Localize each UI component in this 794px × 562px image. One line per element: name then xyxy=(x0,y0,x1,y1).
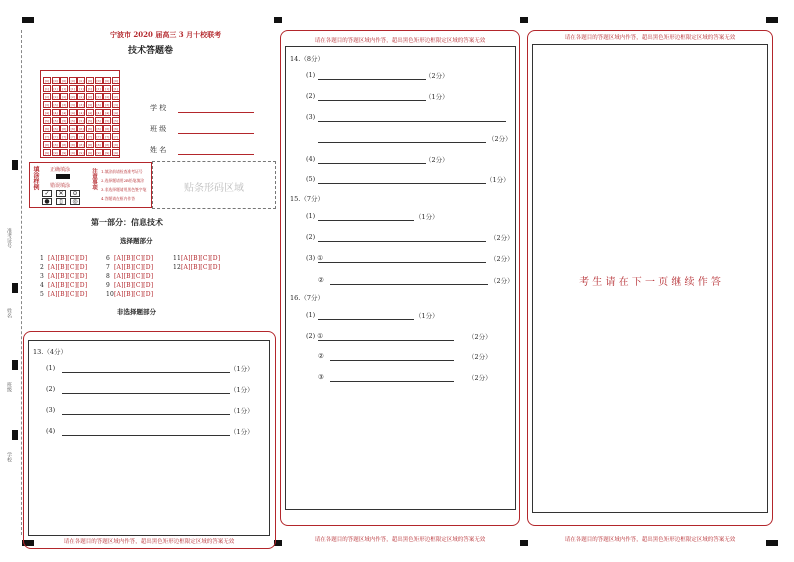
q16-item-label: (1) xyxy=(306,311,316,319)
digit-bubble[interactable]: [8] xyxy=(87,143,93,147)
digit-bubble[interactable]: [0] xyxy=(79,79,84,83)
digit-bubble[interactable]: [4] xyxy=(44,111,50,115)
digit-bubble[interactable]: [1] xyxy=(53,87,58,91)
choice-number: 2 xyxy=(40,264,45,271)
digit-bubble[interactable]: [0] xyxy=(44,79,50,83)
choice-options[interactable]: [A][B][C][D] xyxy=(48,273,88,280)
digit-bubble[interactable]: [9] xyxy=(44,151,50,155)
choice-options[interactable]: [A][B][C][D] xyxy=(114,291,154,298)
digit-bubble[interactable]: [3] xyxy=(70,103,75,107)
digit-bubble[interactable]: [8] xyxy=(105,143,110,147)
choice-options[interactable]: [A][B][C][D] xyxy=(114,264,154,271)
choice-number: 10 xyxy=(106,291,115,298)
digit-bubble[interactable]: [6] xyxy=(96,127,101,131)
name-input[interactable] xyxy=(178,154,254,155)
timing-mark xyxy=(12,430,18,440)
digit-bubble[interactable]: [6] xyxy=(53,127,58,131)
digit-bubble[interactable]: [0] xyxy=(62,79,67,83)
digit-bubble[interactable]: [9] xyxy=(79,151,84,155)
note-line: 1.填涂前请检查准考证号 xyxy=(101,169,143,174)
q14-item-label: (1) xyxy=(306,71,316,79)
q13-item-label: (2) xyxy=(46,385,56,393)
digit-bubble[interactable]: [9] xyxy=(105,151,110,155)
digit-bubble[interactable]: [0] xyxy=(70,79,75,83)
notes-title: 注意事项 xyxy=(91,168,97,190)
q15-item-label: (3) ① xyxy=(306,254,324,262)
digit-bubble[interactable]: [6] xyxy=(70,127,75,131)
digit-bubble[interactable]: [4] xyxy=(79,111,84,115)
choice-options[interactable]: [A][B][C][D] xyxy=(181,255,221,262)
digit-bubble[interactable]: [3] xyxy=(113,103,118,107)
digit-bubble[interactable]: [5] xyxy=(70,119,75,123)
digit-bubble[interactable]: [8] xyxy=(44,143,50,147)
choice-number: 7 xyxy=(106,264,111,271)
digit-bubble[interactable]: [1] xyxy=(79,87,84,91)
digit-bubble[interactable]: [7] xyxy=(44,135,50,139)
digit-bubble[interactable]: [1] xyxy=(70,87,75,91)
timing-mark xyxy=(22,17,34,23)
digit-bubble[interactable]: [2] xyxy=(113,95,118,99)
digit-bubble[interactable]: [1] xyxy=(113,87,118,91)
fill-guide-title: 填涂样例 xyxy=(32,166,39,190)
digit-bubble[interactable]: [8] xyxy=(113,143,118,147)
digit-bubble[interactable]: [1] xyxy=(96,87,101,91)
digit-bubble[interactable]: [5] xyxy=(113,119,118,123)
choice-number: 12 xyxy=(173,264,182,271)
digit-bubble[interactable]: [7] xyxy=(53,135,58,139)
q15-title: 15.（7分） xyxy=(290,195,324,203)
q15-item-label: ② xyxy=(318,276,324,284)
digit-bubble[interactable]: [2] xyxy=(79,95,84,99)
digit-bubble[interactable]: [9] xyxy=(53,151,58,155)
exam-title: 宁波市 2020 届高三 3 月十校联考 xyxy=(110,30,222,39)
margin-label: 学校 xyxy=(6,452,12,462)
q16-item-line[interactable] xyxy=(330,381,454,382)
digit-bubble[interactable]: [7] xyxy=(70,135,75,139)
admission-number-grid[interactable] xyxy=(40,70,120,158)
digit-bubble[interactable]: [1] xyxy=(44,87,50,91)
q14-item-line[interactable] xyxy=(318,79,426,80)
digit-bubble[interactable]: [9] xyxy=(62,151,67,155)
choice-number: 3 xyxy=(40,273,45,280)
digit-bubble[interactable]: [9] xyxy=(96,151,101,155)
digit-bubble[interactable]: [0] xyxy=(105,79,110,83)
choice-item[interactable] xyxy=(40,273,87,280)
digit-bubble[interactable]: [9] xyxy=(87,151,93,155)
note-line: 2.选择题请用2B铅笔填涂 xyxy=(101,178,144,183)
q16-item-label: ③ xyxy=(318,373,324,381)
warning-text: 请在各题目的答题区域内作答，超出黑色矩形边框限定区域的答案无效 xyxy=(564,537,736,543)
digit-bubble[interactable]: [2] xyxy=(96,95,101,99)
q16-item-line[interactable] xyxy=(318,340,454,341)
choice-section-title: 选择题部分 xyxy=(120,237,153,245)
timing-mark xyxy=(12,283,18,293)
name-label: 姓 名 xyxy=(150,146,167,154)
digit-bubble[interactable]: [2] xyxy=(105,95,110,99)
digit-bubble[interactable]: [0] xyxy=(53,79,58,83)
section1-title: 第一部分：信息技术 xyxy=(91,217,163,227)
digit-bubble[interactable]: [8] xyxy=(70,143,75,147)
choice-item[interactable] xyxy=(106,291,153,298)
timing-mark xyxy=(12,360,18,370)
barcode-placeholder: 贴条形码区域 xyxy=(184,183,244,194)
q14-item-label: (4) xyxy=(306,155,316,163)
correct-fill-label: 正确填涂 xyxy=(50,167,71,173)
wrong-fill-label: 错误填涂 xyxy=(50,183,71,189)
digit-bubble[interactable]: [5] xyxy=(105,119,110,123)
digit-bubble[interactable]: [6] xyxy=(87,127,93,131)
digit-bubble[interactable]: [7] xyxy=(105,135,110,139)
barcode-area[interactable] xyxy=(152,161,276,209)
digit-bubble[interactable]: [6] xyxy=(44,127,50,131)
choice-item[interactable] xyxy=(106,264,153,271)
digit-bubble[interactable]: [2] xyxy=(53,95,58,99)
digit-bubble[interactable]: [7] xyxy=(62,135,67,139)
q16-item-line[interactable] xyxy=(318,319,414,320)
q13-item-score: （1分） xyxy=(230,428,254,436)
choice-item[interactable] xyxy=(40,291,87,298)
digit-bubble[interactable]: [3] xyxy=(62,103,67,107)
q14-item-line[interactable] xyxy=(318,183,486,184)
digit-bubble[interactable]: [3] xyxy=(96,103,101,107)
class-label: 班 级 xyxy=(150,125,167,133)
choice-options[interactable]: [A][B][C][D] xyxy=(114,255,154,262)
choice-number: 9 xyxy=(106,282,111,289)
digit-bubble[interactable]: [8] xyxy=(62,143,67,147)
digit-bubble[interactable]: [4] xyxy=(87,111,93,115)
warning-text: 请在各题目的答题区域内作答，超出黑色矩形边框限定区域的答案无效 xyxy=(314,537,486,543)
q15-item-line[interactable] xyxy=(318,220,414,221)
digit-bubble[interactable]: [9] xyxy=(113,151,118,155)
digit-bubble[interactable]: [2] xyxy=(87,95,93,99)
choice-item[interactable] xyxy=(106,282,153,289)
fill-guide xyxy=(29,162,152,208)
choice-options[interactable]: [A][B][C][D] xyxy=(48,264,88,271)
digit-bubble[interactable]: [4] xyxy=(70,111,75,115)
choice-options[interactable]: [A][B][C][D] xyxy=(48,291,88,298)
digit-bubble[interactable]: [5] xyxy=(79,119,84,123)
choice-options[interactable]: [A][B][C][D] xyxy=(48,282,88,289)
choice-item[interactable] xyxy=(40,264,87,271)
digit-bubble[interactable]: [6] xyxy=(105,127,110,131)
q14-item-score: （1分） xyxy=(425,93,449,101)
digit-bubble[interactable]: [2] xyxy=(70,95,75,99)
digit-bubble[interactable]: [5] xyxy=(87,119,93,123)
choice-options[interactable]: [A][B][C][D] xyxy=(48,255,88,262)
class-input[interactable] xyxy=(178,133,254,134)
q15-item-score: （2分） xyxy=(490,255,514,263)
choice-number: 1 xyxy=(40,255,45,262)
q15-item-line[interactable] xyxy=(330,284,488,285)
q13-answer-line[interactable] xyxy=(62,393,230,394)
q15-item-label: (2) xyxy=(306,233,316,241)
digit-bubble[interactable]: [4] xyxy=(105,111,110,115)
digit-bubble[interactable]: [5] xyxy=(62,119,67,123)
q14-item-label: (3) xyxy=(306,113,316,121)
q14-item-label: (5) xyxy=(306,175,316,183)
digit-bubble[interactable]: [2] xyxy=(62,95,67,99)
continue-notice: 考 生 请 在 下 一 页 继 续 作 答 xyxy=(579,277,721,288)
nonchoice-section-title: 非选择题部分 xyxy=(117,308,156,316)
margin-label: 准考证号 xyxy=(6,228,12,248)
digit-bubble[interactable]: [4] xyxy=(113,111,118,115)
timing-mark xyxy=(12,160,18,170)
digit-bubble[interactable]: [1] xyxy=(105,87,110,91)
q13-item-label: (4) xyxy=(46,427,56,435)
timing-mark xyxy=(274,17,282,23)
timing-mark xyxy=(520,17,528,23)
digit-bubble[interactable]: [5] xyxy=(96,119,101,123)
warning-text: 请在各题目的答题区域内作答，超出黑色矩形边框限定区域的答案无效 xyxy=(314,38,486,44)
q15-item-label: (1) xyxy=(306,212,316,220)
choice-number: 11 xyxy=(173,255,182,262)
q14-item-score: （2分） xyxy=(425,156,449,164)
digit-bubble[interactable]: [7] xyxy=(96,135,101,139)
warning-text: 请在各题目的答题区域内作答，超出黑色矩形边框限定区域的答案无效 xyxy=(564,35,736,41)
margin-label: 班级 xyxy=(6,382,12,392)
q13-item-score: （1分） xyxy=(230,407,254,415)
digit-bubble[interactable]: [3] xyxy=(53,103,58,107)
q15-item-score: （1分） xyxy=(415,213,439,221)
note-line: 3.非选择题请用黑色签字笔 xyxy=(101,187,147,192)
choice-item[interactable] xyxy=(173,264,220,271)
choice-number: 4 xyxy=(40,282,45,289)
digit-bubble[interactable]: [3] xyxy=(87,103,93,107)
digit-bubble[interactable]: [4] xyxy=(53,111,58,115)
q14-item-score: （2分） xyxy=(425,72,449,80)
q14-item-line[interactable] xyxy=(318,163,426,164)
digit-bubble[interactable]: [7] xyxy=(87,135,93,139)
choice-item[interactable] xyxy=(173,255,220,262)
warning-text: 请在各题目的答题区域内作答，超出黑色矩形边框限定区域的答案无效 xyxy=(63,539,235,545)
digit-bubble[interactable]: [5] xyxy=(53,119,58,123)
q16-item-score: （2分） xyxy=(468,333,492,341)
school-input[interactable] xyxy=(178,112,254,113)
choice-item[interactable] xyxy=(106,255,153,262)
paper-title: 技术答题卷 xyxy=(128,46,174,56)
digit-bubble[interactable]: [1] xyxy=(87,87,93,91)
digit-bubble[interactable]: [7] xyxy=(113,135,118,139)
choice-number: 6 xyxy=(106,255,111,262)
digit-bubble[interactable]: [3] xyxy=(44,103,50,107)
digit-bubble[interactable]: [8] xyxy=(53,143,58,147)
digit-bubble[interactable]: [0] xyxy=(96,79,101,83)
choice-options[interactable]: [A][B][C][D] xyxy=(114,273,154,280)
binding-line xyxy=(21,30,22,535)
q14-item-score: （1分） xyxy=(486,176,510,184)
q14-item-line[interactable] xyxy=(318,121,506,122)
q14-title: 14.（8分） xyxy=(290,55,324,63)
choice-item[interactable] xyxy=(40,255,87,262)
q14-item-score: （2分） xyxy=(488,135,512,143)
q16-item-label: ② xyxy=(318,352,324,360)
note-line: 4.答题请在框内作答 xyxy=(101,196,135,201)
digit-bubble[interactable]: [0] xyxy=(113,79,118,83)
choice-number: 8 xyxy=(106,273,111,280)
digit-bubble[interactable]: [5] xyxy=(44,119,50,123)
q14-item-label: (2) xyxy=(306,92,316,100)
digit-bubble[interactable]: [6] xyxy=(79,127,84,131)
q16-item-score: （1分） xyxy=(415,312,439,320)
q13-title: 13.（4分） xyxy=(33,348,67,356)
choice-options[interactable]: [A][B][C][D] xyxy=(181,264,221,271)
choice-item[interactable] xyxy=(106,273,153,280)
q13-answer-line[interactable] xyxy=(62,372,230,373)
q13-item-score: （1分） xyxy=(230,365,254,373)
school-label: 学 校 xyxy=(150,104,167,112)
q14-item-line[interactable] xyxy=(318,142,486,143)
digit-bubble[interactable]: [3] xyxy=(79,103,84,107)
digit-bubble[interactable]: [6] xyxy=(62,127,67,131)
q13-item-score: （1分） xyxy=(230,386,254,394)
digit-bubble[interactable]: [3] xyxy=(105,103,110,107)
digit-bubble[interactable]: [6] xyxy=(113,127,118,131)
digit-bubble[interactable]: [2] xyxy=(44,95,50,99)
q16-item-label: (2) ① xyxy=(306,332,324,340)
wrong-fill-samples: ✓ ✕ ⊙ ● ▯ ◎ xyxy=(42,190,88,206)
choice-number: 5 xyxy=(40,291,45,298)
digit-bubble[interactable]: [4] xyxy=(62,111,67,115)
q15-item-line[interactable] xyxy=(318,262,486,263)
q16-item-score: （2分） xyxy=(468,353,492,361)
q15-item-line[interactable] xyxy=(318,241,486,242)
q14-item-line[interactable] xyxy=(318,100,426,101)
notes-list xyxy=(101,167,151,203)
q13-answer-line[interactable] xyxy=(62,414,230,415)
digit-bubble[interactable]: [7] xyxy=(79,135,84,139)
q16-item-score: （2分） xyxy=(468,374,492,382)
q15-item-score: （2分） xyxy=(490,277,514,285)
digit-bubble[interactable]: [8] xyxy=(96,143,101,147)
choice-options[interactable]: [A][B][C][D] xyxy=(114,282,154,289)
q15-item-score: （2分） xyxy=(490,234,514,242)
digit-bubble[interactable]: [0] xyxy=(87,79,93,83)
q13-item-label: (3) xyxy=(46,406,56,414)
q16-title: 16.（7分） xyxy=(290,294,324,302)
q16-item-line[interactable] xyxy=(330,360,454,361)
q13-item-label: (1) xyxy=(46,364,56,372)
margin-label: 姓名 xyxy=(6,308,12,318)
digit-bubble[interactable]: [9] xyxy=(70,151,75,155)
digit-bubble[interactable]: [1] xyxy=(62,87,67,91)
choice-item[interactable] xyxy=(40,282,87,289)
timing-mark xyxy=(766,17,778,23)
digit-bubble[interactable]: [8] xyxy=(79,143,84,147)
digit-bubble[interactable]: [4] xyxy=(96,111,101,115)
q13-answer-line[interactable] xyxy=(62,435,230,436)
correct-fill-sample xyxy=(56,174,70,179)
